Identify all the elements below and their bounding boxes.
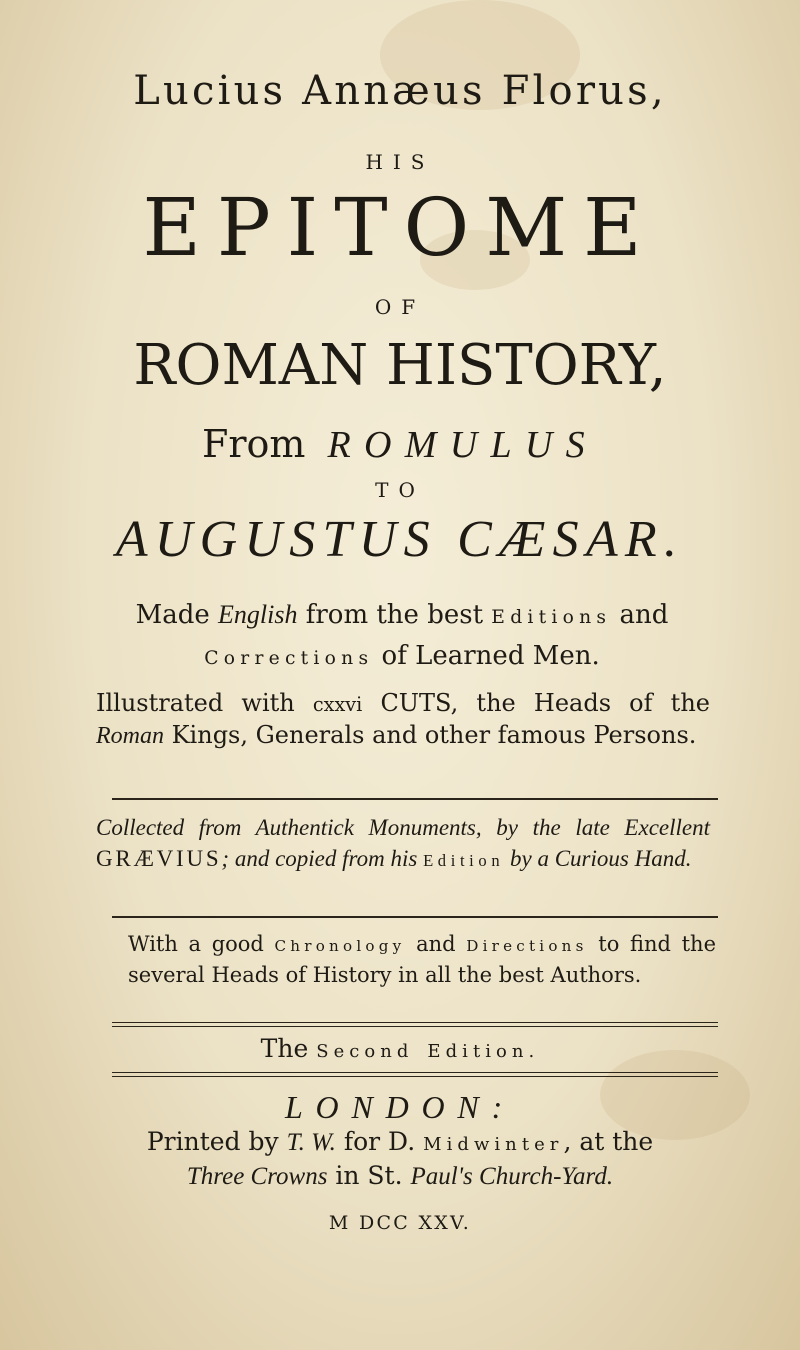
author-line: Lucius Annæus Florus, (133, 68, 667, 114)
text-run: Made (135, 600, 219, 630)
text-run: of Learned Men. (373, 641, 600, 671)
text-run: ; and copied from his (221, 846, 424, 871)
divider-double-rule (112, 1072, 718, 1077)
text-run: and (611, 600, 669, 630)
text-run: Collected from Authentick Monuments, by the late Excellent (96, 815, 710, 840)
text-run: Corrections (204, 648, 374, 669)
text-run: from the best (297, 600, 492, 630)
collected-paragraph (96, 812, 710, 876)
text-run: GRÆVIUS (96, 846, 222, 871)
text-run: Printed by (146, 1127, 287, 1156)
divider-rule (112, 916, 718, 918)
text-run: English (218, 600, 298, 629)
text-run: Midwinter (423, 1134, 564, 1155)
divider-double-rule (112, 1022, 718, 1027)
from-romulus-line (0, 420, 800, 469)
three-crowns-line (0, 1160, 800, 1193)
to-line: TO (375, 478, 425, 502)
augustus-caesar-heading: AUGUSTUS CÆSAR. (115, 511, 685, 568)
second-edition-line (0, 1032, 800, 1069)
made-english-paragraph (92, 596, 712, 678)
text-run: Editions (491, 607, 612, 628)
imprint-date: M DCC XXV. (328, 1212, 472, 1234)
text-run: T. W. (286, 1129, 336, 1156)
london-line: LONDON: (284, 1089, 516, 1125)
illustrated-paragraph (96, 688, 710, 752)
printed-by-line (0, 1126, 800, 1161)
of-line: OF (374, 295, 426, 319)
text-run: Chronology (274, 937, 406, 955)
text-run: for D. (335, 1127, 424, 1156)
text-run: Edition. (427, 1041, 540, 1062)
text-run: Illustrated with (96, 689, 313, 717)
text-run: , at the (563, 1127, 654, 1156)
text-run: CUTS, the Heads of the (362, 689, 710, 717)
epitome-heading: EPITOME (142, 181, 658, 274)
chronology-paragraph (128, 930, 716, 990)
text-run: Edition (423, 851, 505, 870)
text-run: Second (316, 1041, 414, 1062)
text-run: The (260, 1034, 317, 1063)
text-run: Three Crowns (186, 1163, 328, 1190)
text-run: With a good (128, 932, 275, 956)
from-word: From (202, 422, 306, 466)
text-run: cxxvi (312, 693, 363, 716)
text-run: Paul's Church-Yard. (410, 1163, 614, 1190)
text-run: in St. (327, 1161, 411, 1190)
romulus-name: ROMULUS (327, 424, 598, 466)
roman-history-heading: ROMAN HISTORY, (133, 333, 667, 398)
text-run: Roman (96, 723, 164, 749)
his-line: HIS (365, 150, 435, 174)
text-run: Kings, Generals and other famous Persons. (164, 721, 697, 749)
text-run: Directions (466, 937, 588, 955)
text-run: to find the several Heads of History in all the best Authors. (128, 932, 716, 987)
text-run: and (405, 932, 467, 956)
divider-rule (112, 798, 718, 800)
text-run: by a Curious Hand. (504, 846, 692, 871)
